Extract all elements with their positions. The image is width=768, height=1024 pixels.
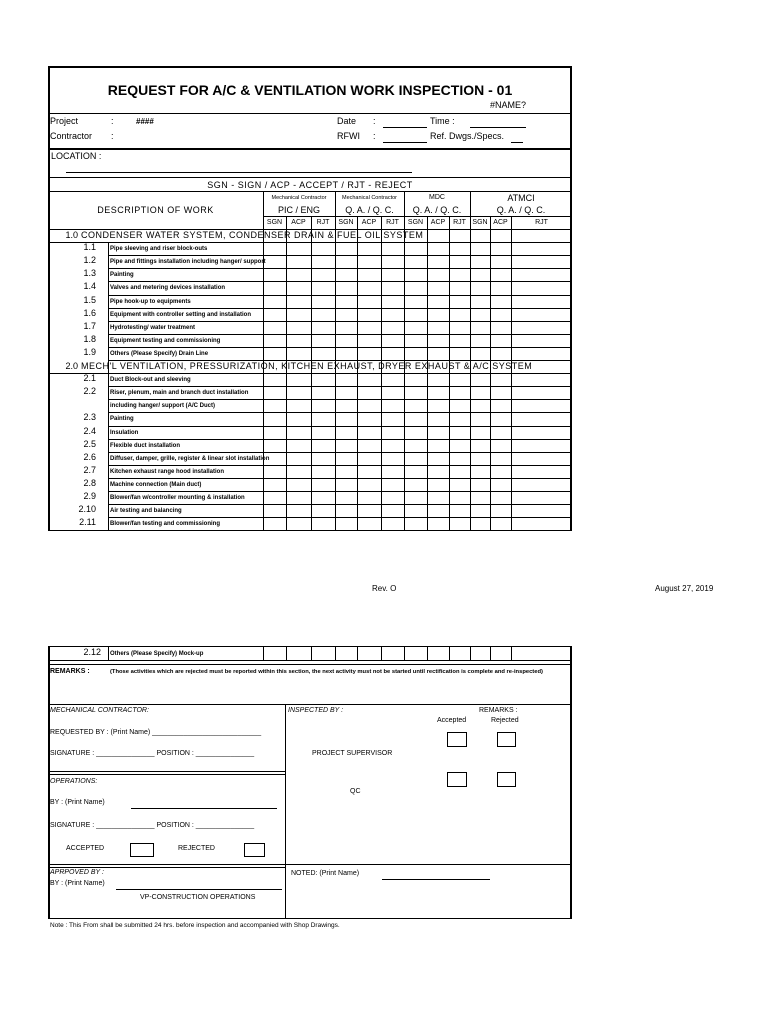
requested-by[interactable]: REQUESTED BY : (Print Name) ____________________________ bbox=[50, 729, 262, 736]
rejected-label: Rejected bbox=[491, 717, 519, 724]
signature-position-1[interactable]: SIGNATURE : _______________ POSITION : _______________ bbox=[50, 750, 255, 757]
item-number: 2.4 bbox=[83, 425, 96, 436]
accepted-label: Accepted bbox=[437, 717, 467, 724]
contractor-colon: : bbox=[111, 131, 114, 141]
item-text: Flexible duct installation bbox=[110, 442, 181, 449]
accepted-checkbox[interactable] bbox=[130, 843, 154, 857]
date-field[interactable] bbox=[383, 127, 427, 128]
item-text: Riser, plenum, main and branch duct installation bbox=[110, 390, 249, 397]
item-text: Others (Please Specify) Mock-up bbox=[110, 651, 204, 657]
subheader-acp: ACP bbox=[493, 219, 508, 226]
mech-contractor-label: MECHANICAL CONTRACTOR: bbox=[50, 707, 149, 714]
rfwi-label: RFWI bbox=[337, 131, 360, 141]
mech2-small-header: Mechanical Contractor bbox=[341, 195, 398, 201]
item-number: 2.2 bbox=[83, 386, 96, 397]
signature-position-2[interactable]: SIGNATURE : _______________ POSITION : _______________ bbox=[50, 822, 255, 829]
section-number: 1.0 bbox=[65, 230, 78, 240]
rejected-caps-label: REJECTED bbox=[178, 845, 215, 852]
item-text: Others (Please Specify) Drain Line bbox=[110, 350, 209, 357]
rfwi-colon: : bbox=[373, 131, 376, 141]
accepted-caps-label: ACCEPTED bbox=[66, 845, 105, 852]
item-number: 2.6 bbox=[83, 451, 96, 462]
item-number: 2.12 bbox=[83, 647, 101, 657]
remarks2-label: REMARKS : bbox=[479, 707, 518, 714]
item-number: 1.1 bbox=[83, 242, 96, 253]
subheader-rjt: RJT bbox=[535, 219, 548, 226]
name-error: #NAME? bbox=[490, 100, 527, 110]
item-text: Painting bbox=[110, 416, 134, 423]
ref-dwgs-label: Ref. Dwgs./Specs. bbox=[430, 131, 505, 141]
item-text: Diffuser, damper, grille, register & linear slot installation bbox=[110, 455, 270, 462]
project-value: #### bbox=[136, 117, 154, 126]
mdc-small-header: MDC bbox=[429, 194, 445, 201]
mech2-header: Q. A. / Q. C. bbox=[345, 205, 394, 215]
item-number: 2.1 bbox=[83, 373, 96, 384]
qc-rejected-checkbox[interactable] bbox=[497, 772, 516, 787]
item-number: 1.7 bbox=[83, 320, 96, 331]
item-text: Insulation bbox=[110, 429, 139, 436]
item-text: including hanger/ support (A/C Duct) bbox=[110, 403, 215, 410]
form-title: REQUEST FOR A/C & VENTILATION WORK INSPECTION - 01 bbox=[107, 82, 513, 98]
item-number: 1.9 bbox=[83, 346, 96, 357]
date-colon: : bbox=[373, 116, 376, 126]
section-title: MECH'L VENTILATION, PRESSURIZATION, KITCHEN EXHAUST, DRYER EXHAUST & A/C SYSTEM bbox=[81, 361, 533, 371]
location-label: LOCATION : bbox=[51, 151, 102, 161]
approved-name-field[interactable] bbox=[116, 889, 282, 890]
item-text: Machine connection (Main duct) bbox=[110, 481, 202, 488]
ref-dwgs-field[interactable] bbox=[511, 142, 523, 143]
item-number: 1.2 bbox=[83, 255, 96, 266]
item-text: Painting bbox=[110, 272, 134, 279]
item-number: 1.3 bbox=[83, 268, 96, 279]
subheader-acp: ACP bbox=[361, 219, 377, 226]
atmci-small-header: ATMCI bbox=[507, 193, 535, 203]
subheader-sgn: SGN bbox=[338, 219, 354, 226]
date-label: Date bbox=[337, 116, 357, 126]
item-number: 2.9 bbox=[83, 491, 96, 501]
revision: Rev. O bbox=[372, 584, 397, 593]
approved-by-label: APRPOVED BY : bbox=[50, 869, 104, 876]
mech1-header: PIC / ENG bbox=[277, 205, 320, 215]
time-field[interactable] bbox=[470, 127, 526, 128]
operations-by: BY : (Print Name) bbox=[50, 799, 105, 806]
submission-note: Note : This From shall be submitted 24 hrs. before inspection and accompanied with Shop Drawings. bbox=[50, 922, 340, 929]
time-label: Time : bbox=[430, 116, 455, 126]
item-text: Kitchen exhaust range hood installation bbox=[110, 468, 225, 475]
item-number: 1.4 bbox=[83, 281, 96, 292]
item-number: 1.8 bbox=[83, 333, 96, 344]
item-number: 2.8 bbox=[83, 477, 96, 488]
noted-label: NOTED: (Print Name) bbox=[291, 870, 360, 877]
item-text: Equipment with controller setting and installation bbox=[110, 311, 252, 318]
approved-by-print: BY : (Print Name) bbox=[50, 880, 105, 887]
item-text: Pipe and fittings installation including hanger/ support bbox=[110, 259, 266, 266]
item-text: Valves and metering devices installation bbox=[110, 285, 226, 292]
project-supervisor-label: PROJECT SUPERVISOR bbox=[312, 750, 393, 757]
qc-accepted-checkbox[interactable] bbox=[447, 772, 467, 787]
subheader-sgn: SGN bbox=[407, 219, 424, 226]
operations-name-field[interactable] bbox=[131, 808, 277, 809]
item-number: 1.6 bbox=[83, 307, 96, 318]
item-number: 2.11 bbox=[79, 517, 96, 528]
supervisor-rejected-checkbox[interactable] bbox=[497, 732, 516, 747]
mdc-header: Q. A. / Q. C. bbox=[412, 205, 462, 215]
legend: SGN - SIGN / ACP - ACCEPT / RJT - REJECT bbox=[207, 180, 413, 190]
item-text: Hydrotesting/ water treatment bbox=[110, 324, 196, 331]
inspected-by-label: INSPECTED BY : bbox=[288, 707, 344, 714]
subheader-sgn: SGN bbox=[266, 219, 283, 226]
item-text: Duct Block-out and sleeving bbox=[110, 377, 191, 384]
item-text: Blower/fan testing and commissioning bbox=[110, 521, 221, 528]
rejected-checkbox[interactable] bbox=[244, 843, 265, 857]
subheader-rjt: RJT bbox=[316, 219, 330, 226]
noted-name-field[interactable] bbox=[382, 879, 490, 880]
project-colon: : bbox=[111, 116, 114, 126]
item-text: Blower/fan w/controller mounting & installation bbox=[110, 495, 245, 501]
supervisor-accepted-checkbox[interactable] bbox=[447, 732, 467, 747]
qc-label: QC bbox=[350, 788, 361, 795]
revision-date: August 27, 2019 bbox=[655, 584, 714, 593]
project-label: Project bbox=[50, 116, 79, 126]
item-text: Pipe sleeving and riser block-outs bbox=[110, 246, 208, 253]
item-number: 1.5 bbox=[83, 294, 96, 305]
section-title: CONDENSER WATER SYSTEM, CONDENSER DRAIN & FUEL OIL SYSTEM bbox=[81, 230, 424, 240]
subheader-sgn: SGN bbox=[472, 219, 488, 226]
subheader-rjt: RJT bbox=[453, 219, 466, 226]
item-number: 2.7 bbox=[83, 464, 96, 475]
item-number: 2.10 bbox=[78, 504, 96, 515]
mech1-small-header: Mechanical Contractor bbox=[271, 195, 327, 201]
section-number: 2.0 bbox=[65, 361, 78, 371]
item-number: 2.5 bbox=[83, 438, 96, 449]
operations-label: OPERATIONS: bbox=[50, 778, 98, 785]
rfwi-field[interactable] bbox=[383, 142, 427, 143]
subheader-acp: ACP bbox=[430, 219, 446, 226]
subheader-acp: ACP bbox=[291, 219, 306, 226]
atmci-header: Q. A. / Q. C. bbox=[496, 205, 546, 215]
remarks-label: REMARKS : bbox=[50, 668, 90, 675]
item-text: Pipe hook-up to equipments bbox=[110, 298, 191, 305]
contractor-label: Contractor bbox=[50, 131, 93, 141]
item-text: Air testing and balancing bbox=[110, 508, 182, 515]
description-header: DESCRIPTION OF WORK bbox=[97, 205, 214, 215]
location-field[interactable] bbox=[66, 172, 412, 173]
item-text: Equipment testing and commissioning bbox=[110, 337, 221, 344]
subheader-rjt: RJT bbox=[386, 219, 399, 226]
remarks-text: (Those activities which are rejected must be reported within this section, the next activity must not be started until rectification is complete and re-inspected) bbox=[110, 669, 543, 675]
vp-title: VP-CONSTRUCTION OPERATIONS bbox=[140, 894, 256, 901]
item-number: 2.3 bbox=[83, 412, 96, 423]
form-frame-bottom bbox=[48, 646, 572, 918]
